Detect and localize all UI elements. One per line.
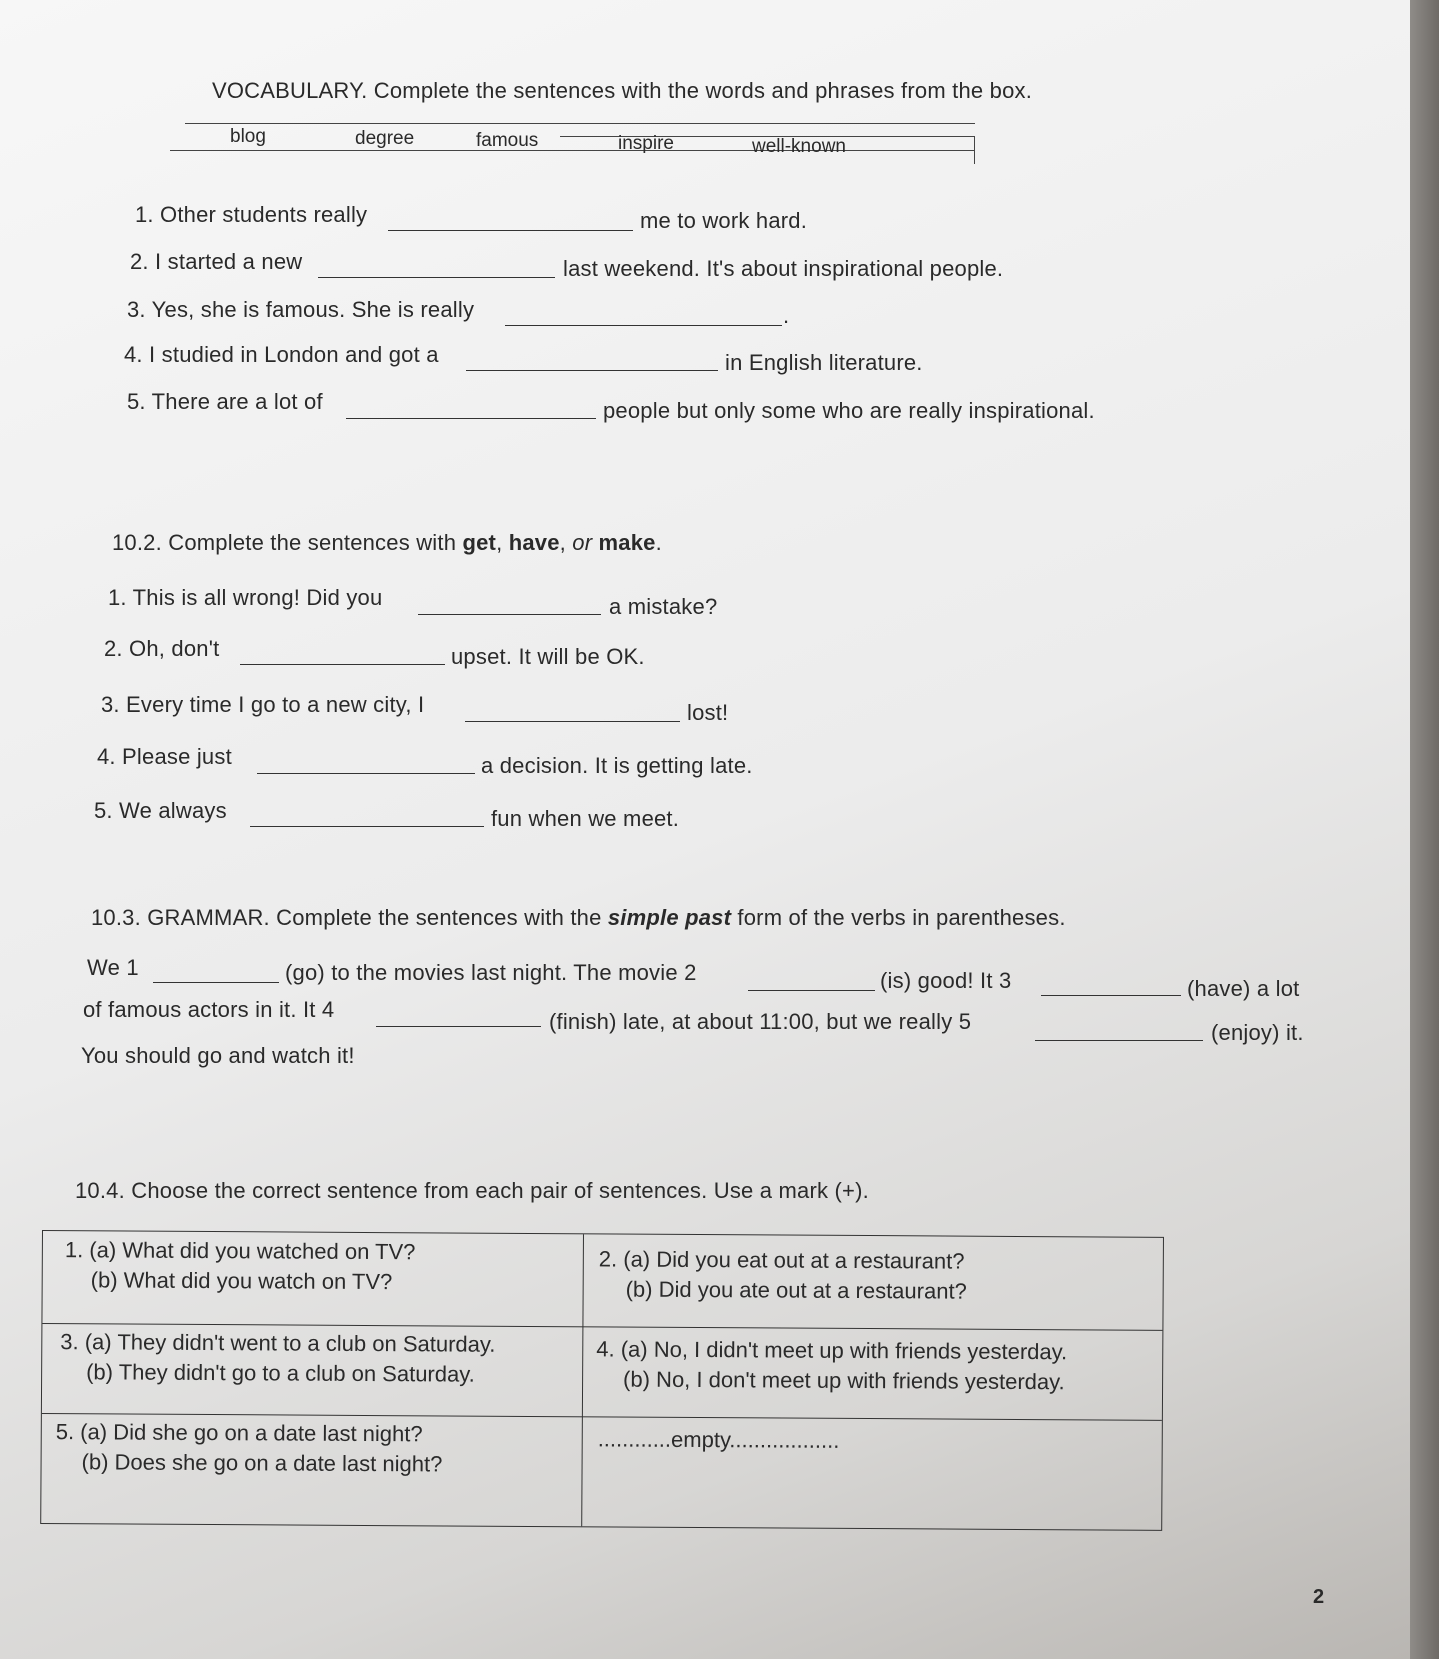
word-box-bottom-line [170,150,975,151]
s102-item-3-rest: lost! [687,700,729,725]
table-cell-2a[interactable]: 2. (a) Did you eat out at a restaurant? [598,1246,965,1274]
s103-line-2b: (finish) late, at about 11:00, but we really 5 [549,1009,972,1034]
table-cell-2b[interactable]: (b) Did you ate out at a restaurant? [625,1276,967,1304]
s103-line-1d: (have) a lot [1187,976,1300,1001]
word-box-item: well-known [752,136,846,157]
s102-item-1-text: 1. This is all wrong! Did you [108,585,383,610]
table-cell-3b[interactable]: (b) They didn't go to a club on Saturday. [86,1359,475,1387]
vocab-blank-3[interactable] [505,307,782,326]
vocab-item-1-rest: me to work hard. [640,208,808,233]
vocab-item-3-text: 3. Yes, she is famous. She is really [127,297,475,322]
vocab-item-4-rest: in English literature. [725,350,923,375]
word-box-item: blog [230,126,266,147]
word-box-top-line [185,123,975,124]
word-box-item: degree [355,128,415,149]
vocab-blank-5[interactable] [346,400,596,419]
s103-line-1b: (go) to the movies last night. The movie 2 [285,960,697,985]
s102-blank-2[interactable] [240,646,445,665]
s102-item-3-text: 3. Every time I go to a new city, I [101,692,425,717]
vocab-instruction: VOCABULARY. Complete the sentences with the words and phrases from the box. [212,78,1033,103]
word-box-item: inspire [618,133,674,154]
s103-line-2a: of famous actors in it. It 4 [83,997,335,1022]
s102-item-5-text: 5. We always [94,798,227,823]
table-cell-4a[interactable]: 4. (a) No, I didn't meet up with friends yesterday. [596,1336,1068,1365]
vocab-item-4-text: 4. I studied in London and got a [124,342,439,367]
vocab-item-2-rest: last weekend. It's about inspirational people. [563,256,1004,281]
section-10-2-title: 10.2. Complete the sentences with get, have, or make. [112,530,662,555]
table-cell-3a[interactable]: 3. (a) They didn't went to a club on Saturday. [60,1329,496,1357]
section-10-4-title: 10.4. Choose the correct sentence from each pair of sentences. Use a mark (+). [75,1178,869,1203]
s103-line-3: You should go and watch it! [81,1043,355,1068]
s102-blank-1[interactable] [418,596,601,615]
s102-item-2-rest: upset. It will be OK. [451,644,645,669]
table-cell-5a[interactable]: 5. (a) Did she go on a date last night? [55,1419,423,1447]
s103-line-1a: We 1 [87,955,139,980]
s103-line-1c: (is) good! It 3 [880,968,1012,993]
table-cell-empty: ............empty.................. [597,1426,840,1453]
s102-item-1-rest: a mistake? [609,594,718,619]
s103-blank-5[interactable] [1035,1022,1203,1041]
table-cell-4b[interactable]: (b) No, I don't meet up with friends yesterday. [623,1366,1065,1395]
vocab-item-5-rest: people but only some who are really inspirational. [603,398,1095,423]
table-cell-5b[interactable]: (b) Does she go on a date last night? [81,1449,443,1477]
s102-item-4-text: 4. Please just [97,744,232,769]
word-box-right-line [974,136,975,164]
page-number: 2 [1313,1586,1325,1608]
s102-blank-3[interactable] [465,703,680,722]
vocab-blank-2[interactable] [318,259,555,278]
s102-blank-4[interactable] [257,755,475,774]
table-cell-1b[interactable]: (b) What did you watch on TV? [90,1267,393,1295]
section-10-3-title: 10.3. GRAMMAR. Complete the sentences with the simple past form of the verbs in parentheses. [91,905,1066,930]
s103-blank-4[interactable] [376,1008,541,1027]
choice-table [40,1230,1164,1531]
s102-item-4-rest: a decision. It is getting late. [481,753,753,778]
vocab-item-5-text: 5. There are a lot of [127,389,323,414]
vocab-blank-4[interactable] [466,352,718,371]
page-edge-shadow [1410,0,1439,1659]
s102-blank-5[interactable] [250,808,484,827]
s102-item-5-rest: fun when we meet. [491,806,680,831]
table-column-divider [581,1234,584,1526]
s103-line-2c: (enjoy) it. [1211,1020,1304,1045]
vocab-item-3-rest: . [783,303,790,328]
s102-item-2-text: 2. Oh, don't [104,636,220,661]
vocab-blank-1[interactable] [388,212,633,231]
s103-blank-2[interactable] [748,972,875,991]
s103-blank-1[interactable] [153,964,279,983]
table-cell-1a[interactable]: 1. (a) What did you watched on TV? [64,1237,416,1265]
vocab-item-1-text: 1. Other students really [135,202,368,227]
s103-blank-3[interactable] [1041,977,1181,996]
vocab-item-2-text: 2. I started a new [130,249,303,274]
word-box-item: famous [476,130,539,151]
